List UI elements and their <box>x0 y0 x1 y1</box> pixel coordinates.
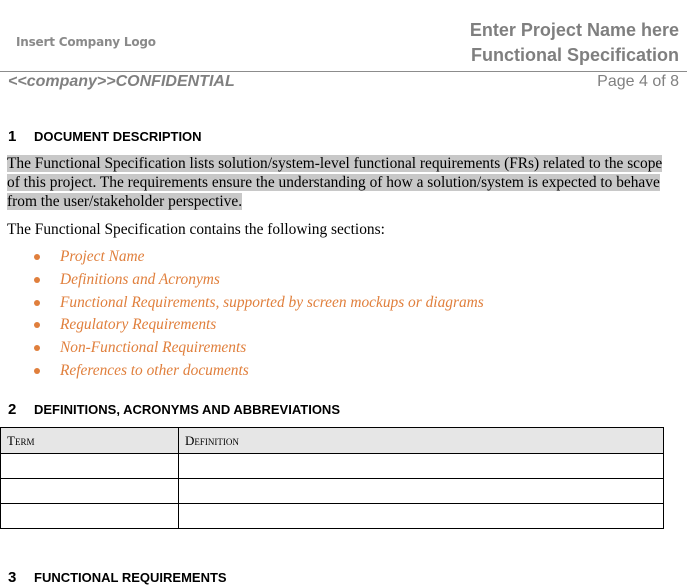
section-title: FUNCTIONAL REQUIREMENTS <box>34 570 227 585</box>
list-item-text: Project Name <box>60 248 145 265</box>
company-logo-placeholder: Insert Company Logo <box>16 35 156 49</box>
list-item-text: Non-Functional Requirements <box>60 339 247 357</box>
list-item-text: Regulatory Requirements <box>60 316 217 334</box>
list-item-text: Definitions and Acronyms <box>60 270 220 288</box>
section-heading-2 <box>8 401 340 418</box>
bullet-icon <box>34 254 40 260</box>
definition-cell[interactable] <box>179 479 664 504</box>
highlighted-paragraph[interactable] <box>7 154 667 211</box>
bullet-icon <box>34 368 40 374</box>
definition-cell[interactable] <box>179 454 664 479</box>
selected-text[interactable]: The Functional Specification lists solution/system-level functional requirements (FRs) related to the scope of this project. The requirements ensure the understanding of how a solution/system is expected to behave from the user/stakeholder perspective. <box>7 155 663 210</box>
section-title: DEFINITIONS, ACRONYMS AND ABBREVIATIONS <box>34 402 340 417</box>
term-cell[interactable] <box>1 454 179 479</box>
confidential-label: <<company>>CONFIDENTIAL <box>8 73 235 90</box>
section-heading-3 <box>8 569 227 586</box>
table-row <box>1 454 664 479</box>
header-divider <box>0 71 687 72</box>
section-number: 2 <box>8 401 17 418</box>
term-cell[interactable] <box>1 504 179 529</box>
column-header-term: Term <box>1 428 179 454</box>
section-title: DOCUMENT DESCRIPTION <box>34 129 202 144</box>
term-cell[interactable] <box>1 479 179 504</box>
section-list <box>34 247 484 384</box>
table-header-row <box>1 428 664 454</box>
list-item <box>34 361 484 384</box>
list-item <box>34 315 484 338</box>
list-item <box>34 338 484 361</box>
header-title-block <box>470 18 679 68</box>
table-row <box>1 504 664 529</box>
list-item <box>34 270 484 293</box>
bullet-icon <box>34 345 40 351</box>
intro-paragraph: The Functional Specification contains the following sections: <box>7 221 385 238</box>
definitions-table <box>0 427 664 529</box>
list-item-text: Functional Requirements, supported by screen mockups or diagrams <box>60 293 484 311</box>
list-item <box>34 247 484 270</box>
list-item <box>34 293 484 316</box>
page-number: Page 4 of 8 <box>597 73 679 90</box>
bullet-icon <box>34 277 40 283</box>
section-number: 3 <box>8 569 17 586</box>
project-name: Enter Project Name here <box>469 20 679 40</box>
section-heading-1 <box>8 128 202 145</box>
definition-cell[interactable] <box>179 504 664 529</box>
column-header-definition: Definition <box>179 428 664 454</box>
document-type: Functional Specification <box>470 45 679 65</box>
section-number: 1 <box>8 128 17 145</box>
table-row <box>1 479 664 504</box>
list-item-text: References to other documents <box>60 361 249 379</box>
bullet-icon <box>34 300 40 306</box>
bullet-icon <box>34 322 40 328</box>
